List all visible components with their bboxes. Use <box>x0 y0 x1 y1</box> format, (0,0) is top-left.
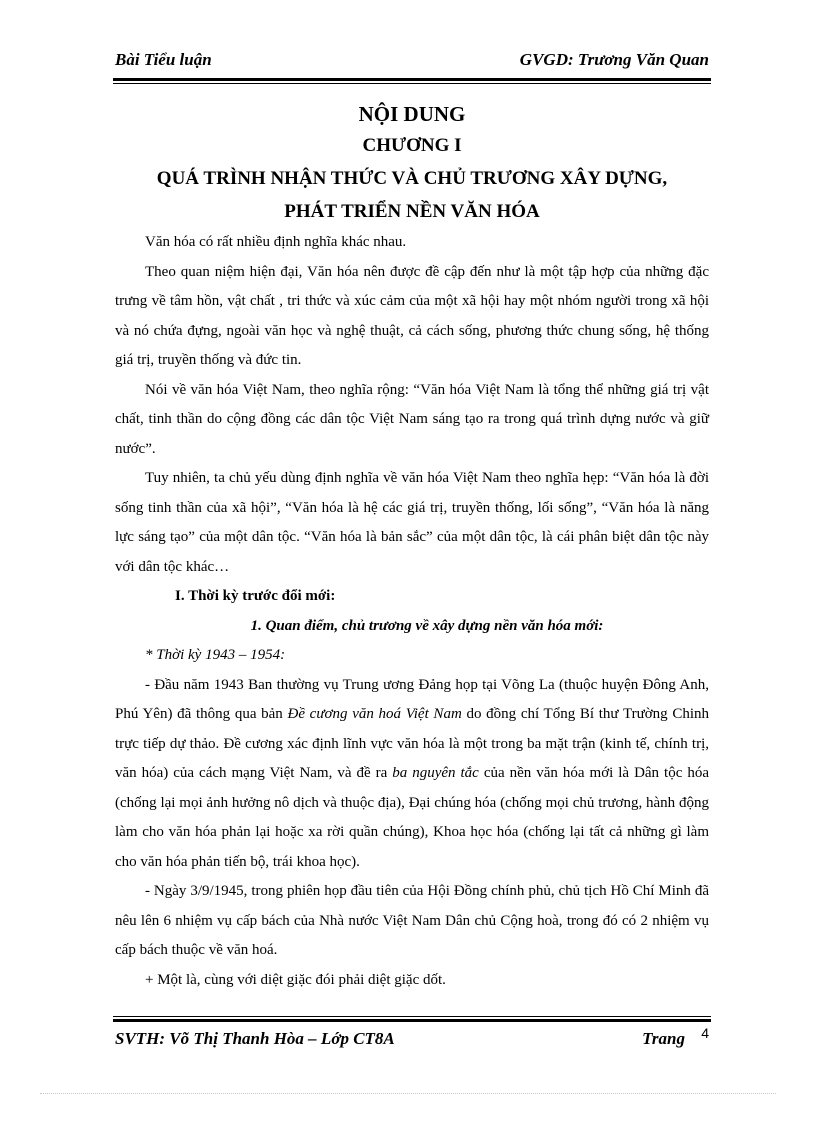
text-run: - Đầu năm 1943 Ban thường vụ Trung ương Đảng họp tại Võng La (thuộc huyện Đông Anh, Phú Yên) đã thông qua bản <box>115 676 709 722</box>
header-rule-thick <box>113 78 711 81</box>
page-title: NỘI DUNG <box>358 102 466 126</box>
paragraph: Nói về văn hóa Việt Nam, theo nghĩa rộng: “Văn hóa Việt Nam là tổng thể những giá trị vật chất, tinh thần do cộng đồng các dân tộc Việt Nam sáng tạo ra trong quá trình dựng nước và giữ nước”. <box>115 381 709 457</box>
principles-emphasis: ba nguyên tắc <box>392 765 479 781</box>
paragraph: + Một là, cùng với diệt giặc đói phải diệt giặc dốt. <box>145 971 446 988</box>
footer-student-label: SVTH: Võ Thị Thanh Hòa – Lớp CT8A <box>115 1029 395 1048</box>
page-footer <box>113 1025 711 1051</box>
chapter-title-line-2: PHÁT TRIỂN NỀN VĂN HÓA <box>284 201 540 222</box>
header-rule-thin <box>113 83 711 84</box>
page-header <box>113 50 711 72</box>
header-instructor-label: GVGD: Trương Văn Quan <box>519 50 709 69</box>
chapter-title-line-1: QUÁ TRÌNH NHẬN THỨC VÀ CHỦ TRƯƠNG XÂY DỰNG, <box>156 168 668 189</box>
paragraph: - Ngày 3/9/1945, trong phiên họp đầu tiên của Hội Đồng chính phủ, chủ tịch Hồ Chí Minh đã nêu lên 6 nhiệm vụ cấp bách của Nhà nước Việt Nam Dân chủ Cộng hoà, trong đó có 2 nhiệm vụ cấp bách thuộc về văn hoá. <box>115 883 709 958</box>
section-heading: I. Thời kỳ trước đổi mới: <box>175 588 336 604</box>
period-heading: * Thời kỳ 1943 – 1954: <box>145 647 286 663</box>
paragraph: Theo quan niệm hiện đại, Văn hóa nên được đề cập đến như là một tập hợp của những đặc trưng về tâm hồn, vật chất , tri thức và xúc cảm của một xã hội hay một nhóm người trong xã hội và nó chứa đựng, ngoài văn học và nghệ thuật, cả cách sống, phương thức chung sống, hệ thống giá trị, truyền thống và đức tin. <box>115 263 709 368</box>
chapter-heading: CHƯƠNG I <box>362 135 462 156</box>
header-course-label: Bài Tiểu luận <box>115 50 212 69</box>
footer-rule-thin <box>113 1016 711 1017</box>
footer-rule-thick <box>113 1019 711 1022</box>
page-body <box>115 98 709 995</box>
document-title-emphasis: Đề cương văn hoá Việt Nam <box>287 706 462 722</box>
page-edge-divider <box>40 1093 776 1094</box>
page-number: 4 <box>701 1025 709 1041</box>
text-run: của nền văn hóa mới là Dân tộc hóa (chống lại mọi ảnh hưởng nô dịch và thuộc địa), Đại chúng hóa (chống mọi chủ trương, hành động làm cho văn hóa phản lại hoặc xa rời quần chúng), Khoa học hóa (chống lại tất cả những gì làm cho văn hóa phản tiến bộ, trái khoa học). <box>115 765 709 870</box>
text-run: do đồng chí Tổng Bí thư Trường Chinh trực tiếp dự thảo. Đề cương xác định lĩnh vực văn hóa là một trong ba mặt trận (kinh tế, chính trị, văn hóa) của cách mạng Việt Nam, và đề ra <box>115 706 710 781</box>
subsection-heading: 1. Quan điểm, chủ trương về xây dựng nền văn hóa mới: <box>250 617 604 634</box>
paragraph: Tuy nhiên, ta chủ yếu dùng định nghĩa về văn hóa Việt Nam theo nghĩa hẹp: “Văn hóa là đời sống tinh thần của xã hội”, “Văn hóa là hệ các giá trị, truyền thống, lối sống”, “Văn hóa là năng lực sáng tạo” của một dân tộc. “Văn hóa là bản sắc” của một dân tộc, là cái phân biệt dân tộc này với dân tộc khác… <box>115 470 709 575</box>
paragraph: Văn hóa có rất nhiều định nghĩa khác nhau. <box>145 234 407 250</box>
paragraph <box>115 671 709 878</box>
footer-page-label: Trang <box>642 1029 685 1048</box>
